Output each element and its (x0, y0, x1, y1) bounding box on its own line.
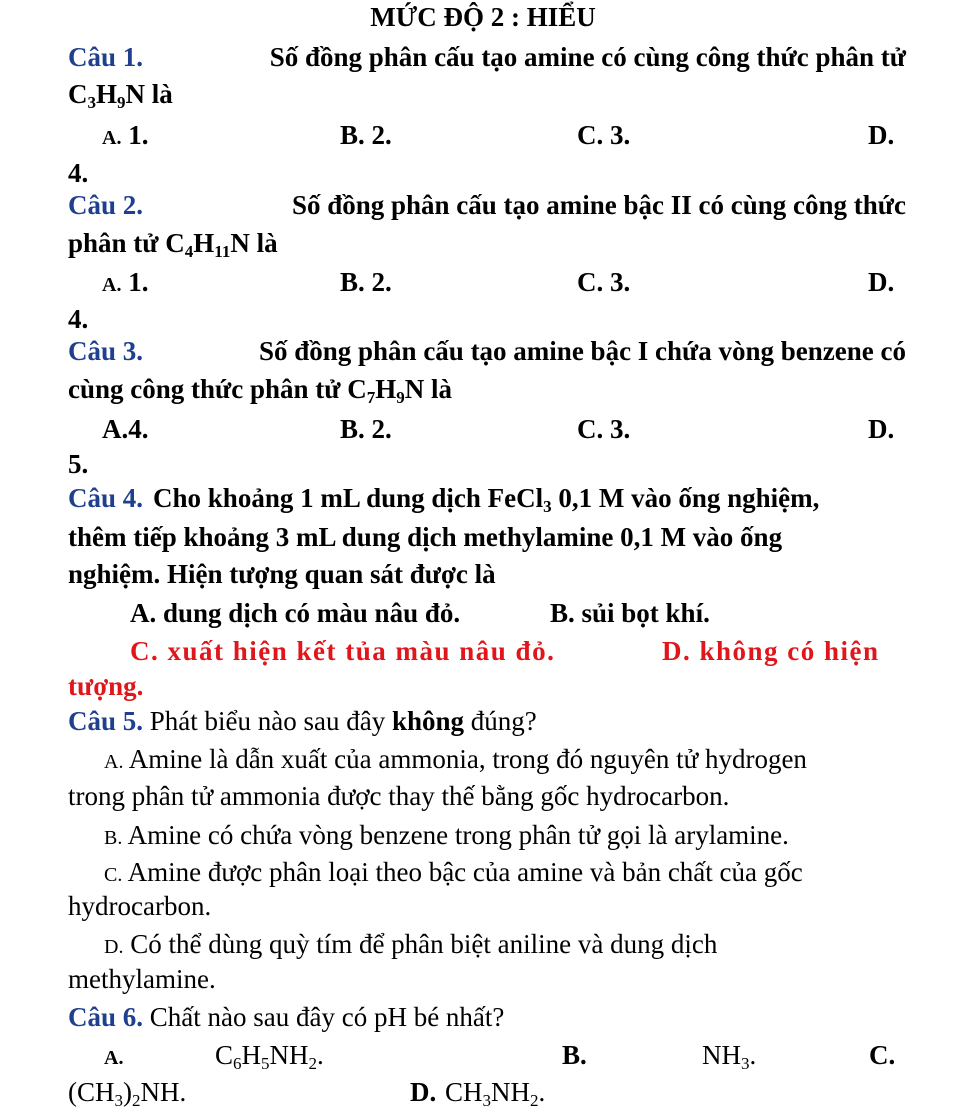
q2-line1 (68, 188, 906, 222)
q3-option-d-value: 5. (68, 449, 89, 479)
q2-option-c[interactable]: C. 3. (577, 267, 631, 297)
q4-option-b[interactable]: B. sủi bọt khí. (550, 598, 710, 628)
q5-option-c-cont: hydrocarbon. (68, 891, 212, 921)
q2-stem: Số đồng phân cấu tạo amine bậc II có cùng công thức (291, 190, 906, 220)
q1-line1 (68, 40, 906, 74)
q3-formula: $C_7H_9N$ (347, 374, 425, 407)
q4-stem-1: Cho khoảng 1 mL dung dịch FeCl$_3$ 0,1 M vào ống nghiệm, (153, 483, 820, 516)
q3-label: Câu 3. (68, 336, 144, 366)
q4-line1 (68, 481, 906, 515)
q1-option-b[interactable]: B. 2. (340, 120, 392, 150)
q2-formula: $C_4H_{11}N$ (165, 228, 250, 261)
q6-option-b-label[interactable]: B. (562, 1040, 587, 1070)
q6-option-a-formula: $C_6H_5NH_2$. (215, 1040, 324, 1073)
q5-option-a-cont: trong phân tử ammonia được thay thế bằng gốc hydrocarbon. (68, 781, 730, 811)
q6-option-a-label[interactable]: A. (104, 1047, 124, 1069)
q3-option-a[interactable]: A.4. (102, 414, 149, 444)
q4-option-c[interactable]: C. xuất hiện kết tủa màu nâu đỏ. (130, 636, 556, 666)
q1-line2 (68, 77, 173, 111)
q1-option-d[interactable]: D. (868, 120, 895, 150)
q5-option-d-cont: methylamine. (68, 964, 216, 994)
q2-option-d-value: 4. (68, 304, 89, 334)
q6-line1: Câu 6. Chất nào sau đây có pH bé nhất? (68, 1002, 505, 1032)
q5-option-a[interactable]: A. Amine là dẫn xuất của ammonia, trong đó nguyên tử hydrogen (104, 744, 807, 774)
q2-option-d[interactable]: D. (868, 267, 895, 297)
q2-option-a[interactable]: A. 1. (102, 267, 149, 297)
q4-option-d-continued: tượng. (68, 671, 144, 701)
heading-text: MỨC ĐỘ 2 : HIỂU (370, 2, 596, 32)
q3-option-b[interactable]: B. 2. (340, 414, 392, 444)
q3-line2: cùng công thức phân tử $C_7H_9N$ là (68, 374, 452, 407)
q1-label: Câu 1. (68, 42, 144, 72)
page-heading (0, 0, 976, 34)
q5-line1: Câu 5. Phát biểu nào sau đây không đúng? (68, 706, 537, 736)
q1-option-c[interactable]: C. 3. (577, 120, 631, 150)
q4-label: Câu 4. (68, 483, 144, 513)
q5-option-b[interactable]: B. Amine có chứa vòng benzene trong phân tử gọi là arylamine. (104, 820, 789, 850)
q2-line2: phân tử $C_4H_{11}N$ là (68, 228, 278, 261)
q1-option-a[interactable]: A. 1. (102, 120, 149, 150)
q4-line2: thêm tiếp khoảng 3 mL dung dịch methylamine 0,1 M vào ống (68, 522, 783, 552)
q2-label: Câu 2. (68, 190, 144, 220)
q5-option-c[interactable]: C. Amine được phân loại theo bậc của amine và bản chất của gốc (104, 857, 803, 887)
q4-option-a[interactable]: A. dung dịch có màu nâu đỏ. (130, 598, 461, 628)
q4-option-d[interactable]: D. không có hiện (662, 636, 880, 666)
q6-option-c-formula: $(CH_3)_2NH$. (68, 1077, 187, 1110)
q5-label: Câu 5. (68, 706, 144, 736)
q6-option-d-formula: $CH_3NH_2$. (445, 1077, 546, 1110)
q1-tail: là (151, 79, 173, 109)
q1-stem: Số đồng phân cấu tạo amine có cùng công thức phân tử (269, 42, 906, 72)
q6-option-c-label[interactable]: C. (869, 1040, 896, 1070)
q5-option-d[interactable]: D. Có thể dùng quỳ tím để phân biệt aniline và dung dịch (104, 929, 718, 959)
q6-label: Câu 6. (68, 1002, 144, 1032)
q3-line1 (68, 334, 906, 368)
q6-option-d-label[interactable]: D. (410, 1077, 437, 1107)
q2-option-b[interactable]: B. 2. (340, 267, 392, 297)
q6-option-b-formula: $NH_3$. (702, 1040, 757, 1073)
q3-option-d[interactable]: D. (868, 414, 895, 444)
q1-option-d-value: 4. (68, 158, 89, 188)
q4-line3: nghiệm. Hiện tượng quan sát được là (68, 559, 496, 589)
q3-stem: Số đồng phân cấu tạo amine bậc I chứa vòng benzene có (258, 336, 906, 366)
q3-option-c[interactable]: C. 3. (577, 414, 631, 444)
q1-formula: $C_3H_9N$ (68, 79, 146, 112)
